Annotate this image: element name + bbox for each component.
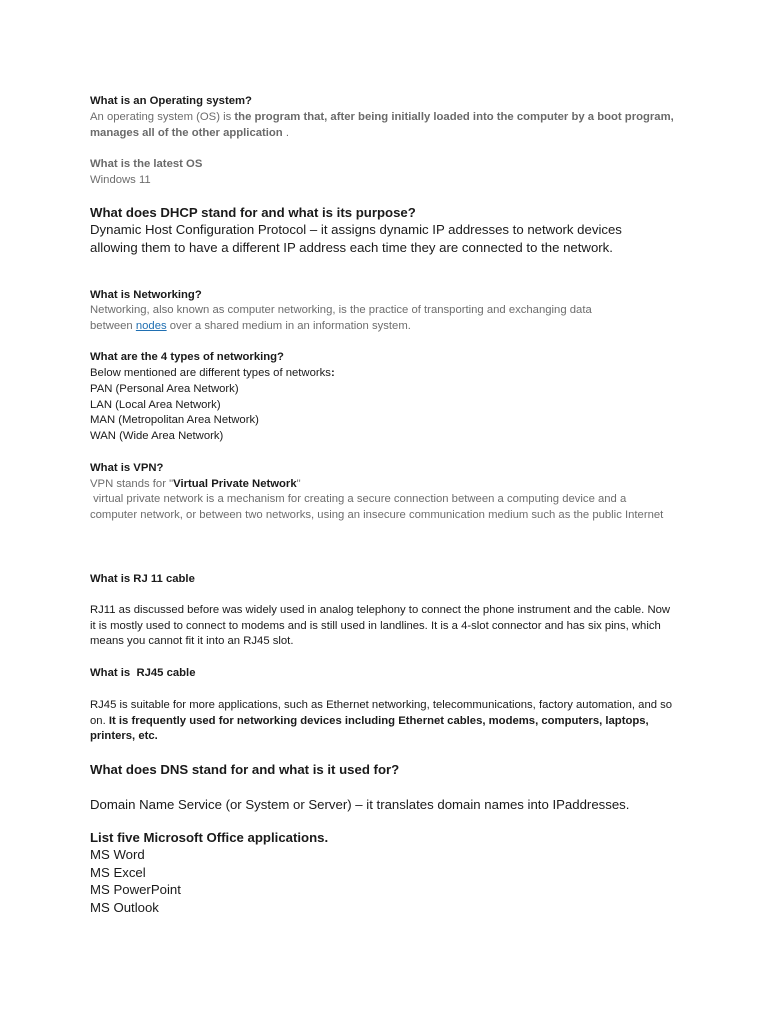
rj45-body-lead: RJ45 is suitable for more applications, such as Ethernet networking, telecommunications, factory automation, and so on. (90, 699, 673, 727)
os-body (90, 110, 678, 141)
os-body-tail: . (282, 126, 289, 139)
rj45-body (90, 698, 678, 745)
types-intro-text: Below mentioned are different types of networks (90, 367, 331, 379)
dhcp-body: Dynamic Host Configuration Protocol – it assigns dynamic IP addresses to network devices allowing them to have a different IP address each time they are connected to the network. (90, 222, 622, 255)
dns-body: Domain Name Service (or System or Server) – it translates domain names into IPaddresses. (90, 797, 630, 812)
os-body-lead: An operating system (OS) is (90, 111, 235, 123)
vpn-stands-tail: " (296, 478, 301, 490)
office-list (90, 846, 678, 916)
list-item: MS Word (90, 847, 145, 862)
dns-heading: What does DNS stand for and what is it used for? (90, 762, 400, 777)
latest-os-answer: Windows 11 (90, 174, 151, 186)
networking-heading: What is Networking? (90, 289, 202, 301)
vpn-stands (90, 477, 678, 493)
rj11-body: RJ11 as discussed before was widely used in analog telephony to connect the phone instrument and the cable. Now it is mostly used to connect to modems and is still used in landlines. It is a 4-slot connector and has six pins, which means you cannot fit it into an RJ45 slot. (90, 604, 671, 647)
os-heading: What is an Operating system? (90, 95, 252, 107)
list-item: MS Excel (90, 864, 146, 880)
nodes-link[interactable]: nodes (135, 319, 167, 332)
rj11-heading: What is RJ 11 cable (90, 573, 195, 585)
vpn-body: virtual private network is a mechanism for creating a secure connection between a computing device and a computer network, or between two networks, using an insecure communication medium such as the public Internet (90, 493, 664, 521)
vpn-stands-bold: Virtual Private Network (173, 478, 297, 490)
list-item: WAN (Wide Area Network) (90, 429, 224, 442)
rj45-heading: What is RJ45 cable (90, 667, 196, 679)
list-item: MS Outlook (90, 899, 159, 915)
list-item: LAN (Local Area Network) (90, 398, 221, 411)
networking-body-lead: Networking, also known as computer networking, is the practice of transporting and exchanging data between (90, 304, 592, 332)
rj45-body-bold: It is frequently used for networking devices including Ethernet cables, modems, computers, laptops, printers, etc. (90, 714, 649, 742)
dhcp-heading: What does DHCP stand for and what is its purpose? (90, 205, 416, 220)
types-heading: What are the 4 types of networking? (90, 351, 284, 363)
list-item: MS PowerPoint (90, 882, 181, 897)
types-list (90, 382, 678, 444)
types-intro-colon: : (330, 367, 335, 379)
os-body-bold: the program that, after being initially loaded into the computer by a boot program, manages all of the other application (90, 111, 674, 139)
types-intro (90, 366, 678, 382)
networking-body (90, 303, 618, 334)
office-heading: List five Microsoft Office applications. (90, 830, 329, 845)
vpn-heading: What is VPN? (90, 462, 164, 474)
list-item: PAN (Personal Area Network) (90, 383, 239, 395)
list-item: MAN (Metropolitan Area Network) (90, 414, 259, 426)
latest-os-heading: What is the latest OS (90, 158, 203, 170)
vpn-stands-lead: VPN stands for " (90, 478, 174, 490)
networking-body-tail: over a shared medium in an information system. (166, 319, 411, 332)
